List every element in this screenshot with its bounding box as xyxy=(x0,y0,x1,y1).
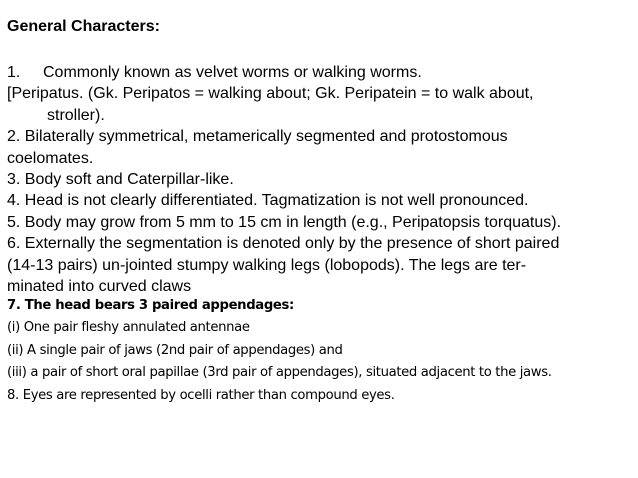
list-item-8: 8. Eyes are represented by ocelli rather than compound eyes. xyxy=(7,387,395,403)
list-item-6-line-1: 6. Externally the segmentation is denoted only by the presence of short paired xyxy=(7,235,560,253)
etymology-line-2: stroller). xyxy=(47,106,105,124)
list-item-3: 3. Body soft and Caterpillar-like. xyxy=(7,171,234,189)
list-item-5: 5. Body may grow from 5 mm to 15 cm in length (e.g., Peripatopsis torquatus). xyxy=(7,213,562,231)
list-item-7-ii: (ii) A single pair of jaws (2nd pair of appendages) and xyxy=(7,342,343,358)
appendages-section xyxy=(7,295,635,407)
list-item-1 xyxy=(7,62,635,83)
list-item-7-heading: 7. The head bears 3 paired appendages: xyxy=(7,298,294,313)
list-item-6-line-2: (14-13 pairs) un-jointed stumpy walking legs (lobopods). The legs are ter- xyxy=(7,256,527,274)
list-item-7-iii: (iii) a pair of short oral papillae (3rd pair of appendages), situated adjacent to the jaws. xyxy=(7,365,552,381)
slide-heading: General Characters: xyxy=(7,18,160,35)
characters-list xyxy=(7,62,635,297)
etymology-line-1: [Peripatus. (Gk. Peripatos = walking about; Gk. Peripatein = to walk about, xyxy=(7,85,534,103)
list-item-2-line-1: 2. Bilaterally symmetrical, metamerically segmented and protostomous xyxy=(7,128,508,146)
list-item-4: 4. Head is not clearly differentiated. Tagmatization is not well pronounced. xyxy=(7,192,529,210)
list-item-2-line-2: coelomates. xyxy=(7,149,94,167)
list-item-1-number: 1. xyxy=(7,64,21,81)
list-item-1-text: Commonly known as velvet worms or walking worms. xyxy=(43,64,422,81)
list-item-6-line-3: minated into curved claws xyxy=(7,278,192,296)
list-item-7-i: (i) One pair fleshy annulated antennae xyxy=(7,320,250,336)
